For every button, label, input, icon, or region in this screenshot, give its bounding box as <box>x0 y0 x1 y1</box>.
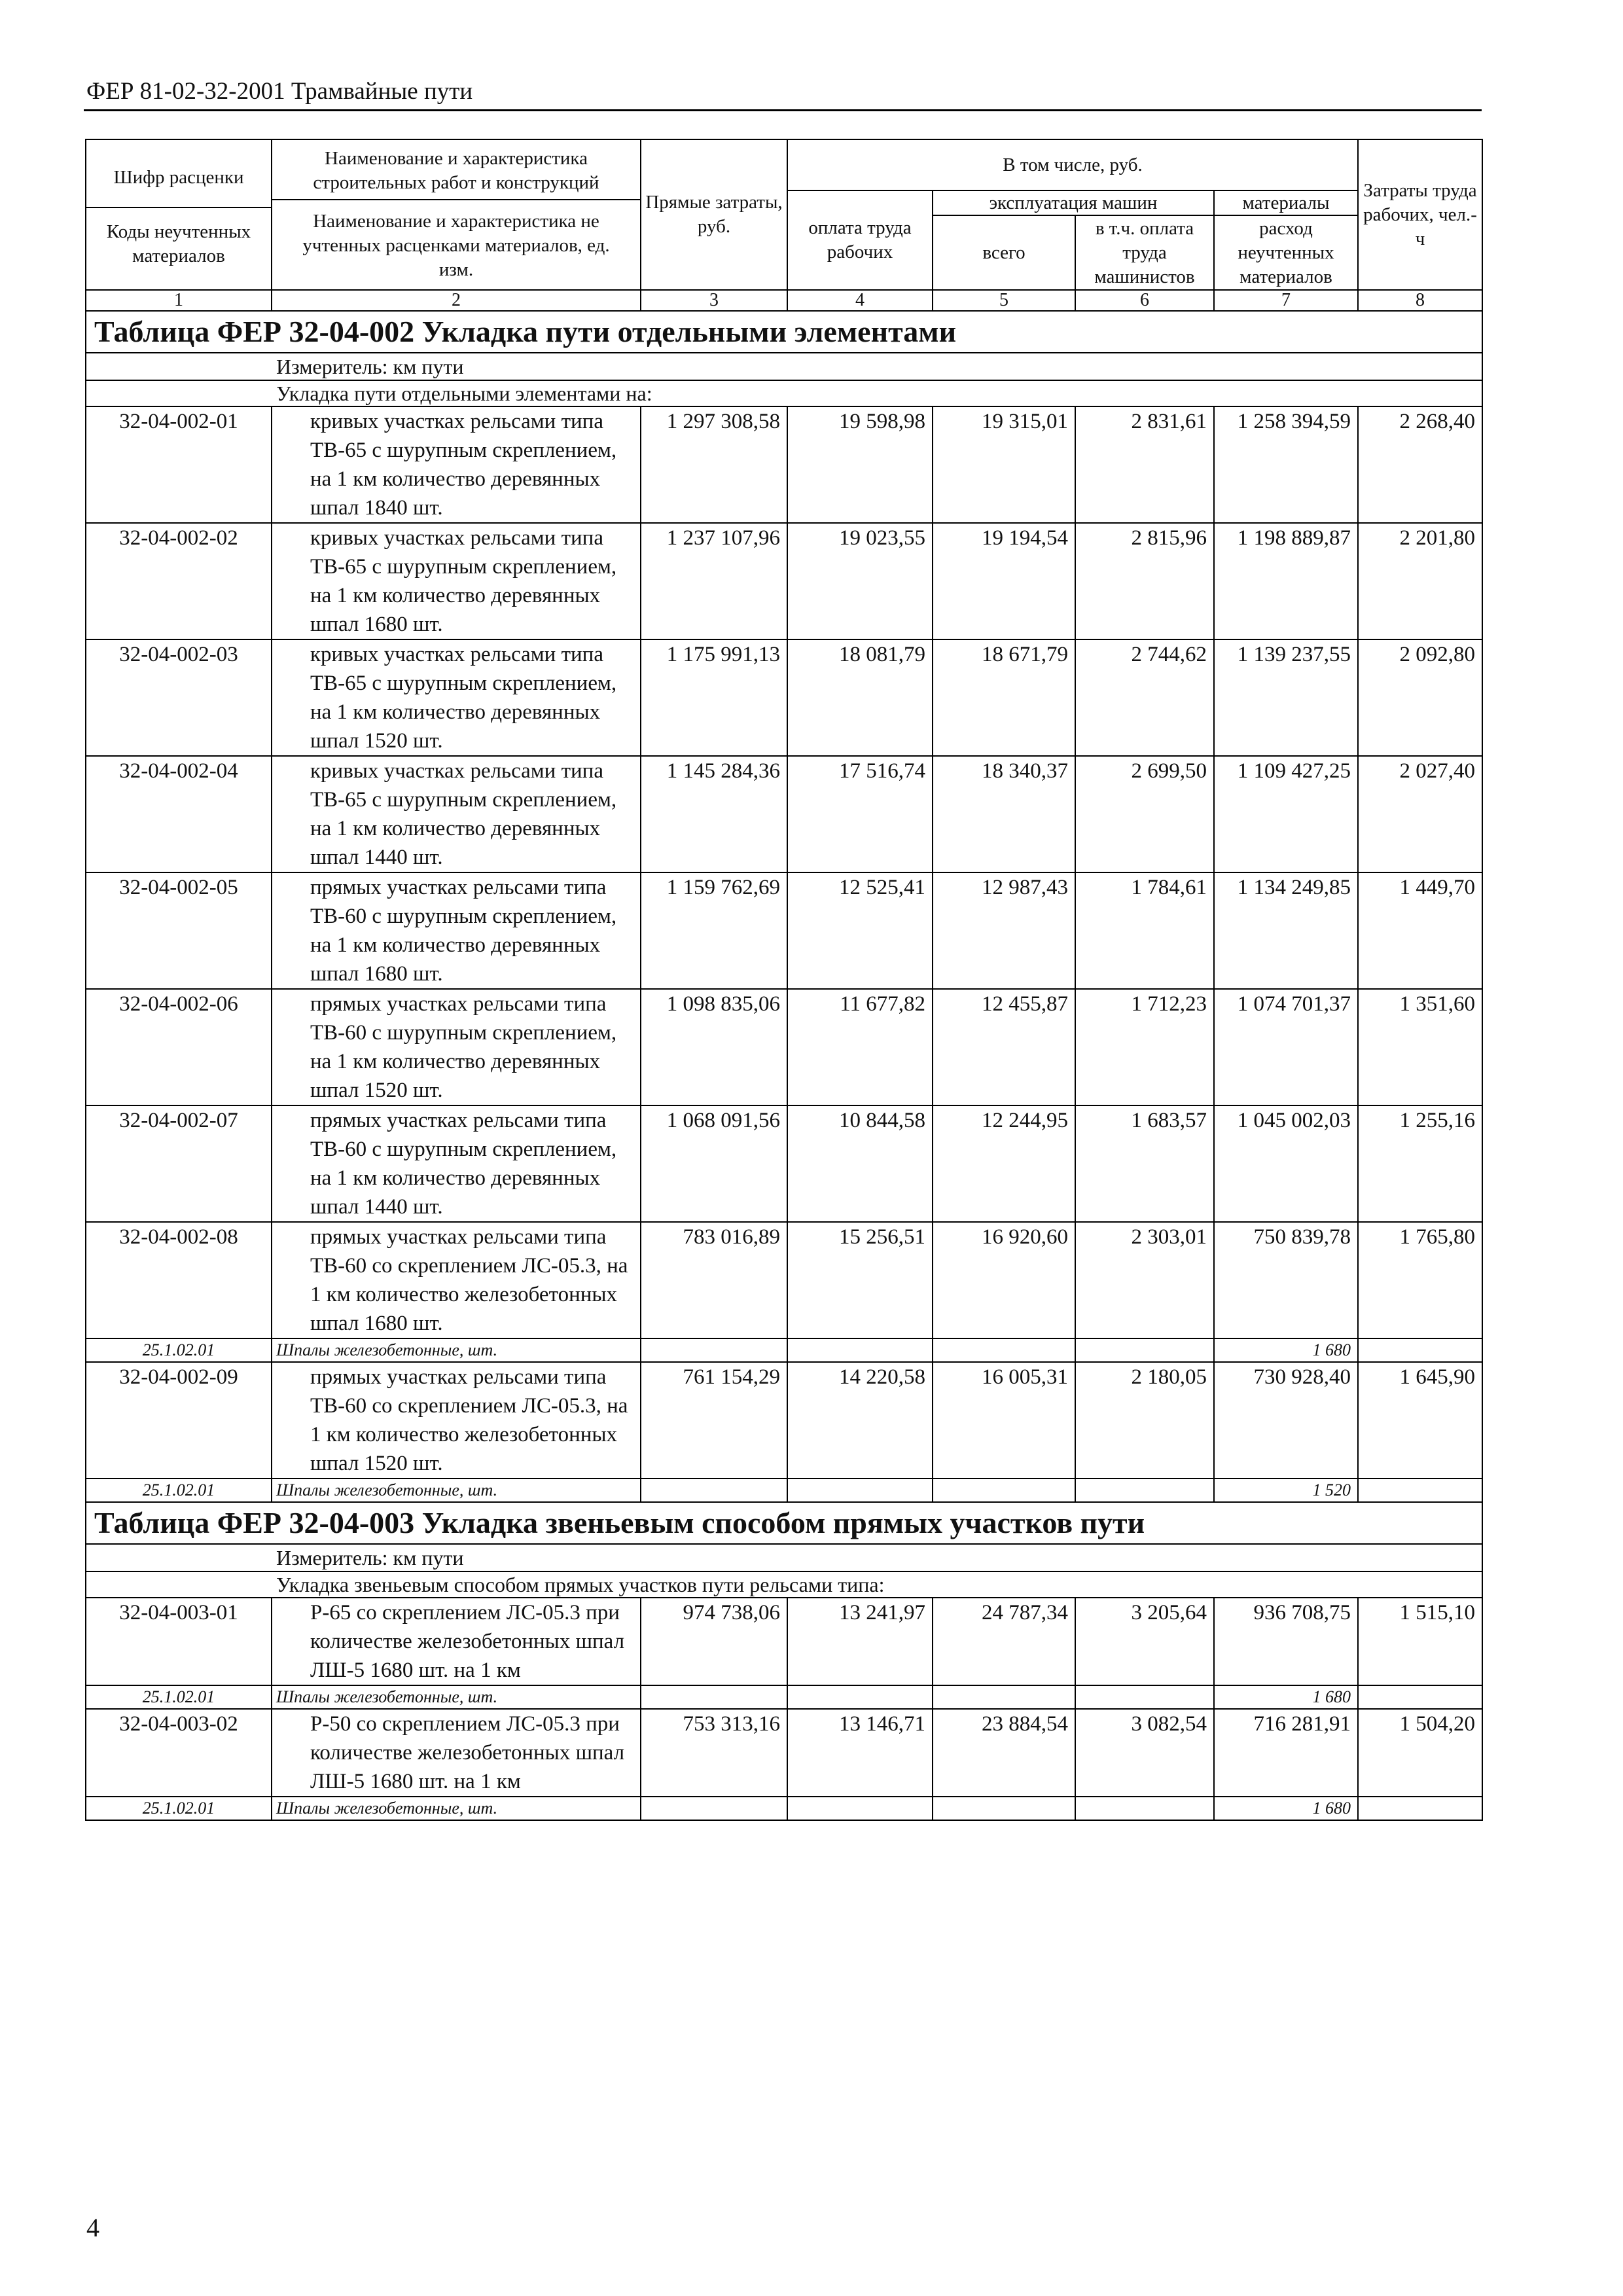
material-row <box>86 1797 1482 1820</box>
table-row <box>86 756 1482 872</box>
rate-code: 32-04-002-02 <box>86 523 272 639</box>
work-description: Р-65 со скреплением ЛС-05.3 при количестве железобетонных шпал ЛШ-5 1680 шт. на 1 км <box>272 1598 641 1685</box>
worker-wages: 14 220,58 <box>787 1362 933 1479</box>
column-numbers-row <box>86 290 1482 311</box>
labor-hours: 2 027,40 <box>1358 756 1482 872</box>
direct-costs: 1 297 308,58 <box>641 406 787 523</box>
page-number: 4 <box>86 2213 99 2242</box>
labor-hours: 1 504,20 <box>1358 1709 1482 1797</box>
table-row <box>86 872 1482 989</box>
labor-hours: 1 351,60 <box>1358 989 1482 1105</box>
labor-hours: 1 449,70 <box>1358 872 1482 989</box>
direct-costs: 974 738,06 <box>641 1598 787 1685</box>
col3-header: Прямые затраты, руб. <box>641 139 787 290</box>
header-row-1 <box>86 139 1482 190</box>
material-costs: 716 281,91 <box>1214 1709 1358 1797</box>
work-description: прямых участках рельсами типа ТВ-60 с шурупным скреплением, на 1 км количество деревянных шпал 1680 шт. <box>272 872 641 989</box>
labor-hours: 1 515,10 <box>1358 1598 1482 1685</box>
work-description: прямых участках рельсами типа ТВ-60 с шурупным скреплением, на 1 км количество деревянных шпал 1440 шт. <box>272 1105 641 1222</box>
empty-cell <box>787 1797 933 1820</box>
worker-wages: 15 256,51 <box>787 1222 933 1338</box>
empty-cell <box>641 1479 787 1502</box>
operator-wages: 1 683,57 <box>1075 1105 1214 1222</box>
section-title: Таблица ФЕР 32-04-002 Укладка пути отдельными элементами <box>86 311 1482 353</box>
material-name: Шпалы железобетонные, шт. <box>272 1685 641 1709</box>
empty-cell <box>787 1338 933 1362</box>
group-label: Укладка звеньевым способом прямых участков пути рельсами типа: <box>86 1571 1482 1598</box>
material-costs: 1 109 427,25 <box>1214 756 1358 872</box>
group-label: Укладка пути отдельными элементами на: <box>86 380 1482 406</box>
rate-code: 32-04-002-06 <box>86 989 272 1105</box>
material-name: Шпалы железобетонные, шт. <box>272 1338 641 1362</box>
machine-costs: 12 987,43 <box>933 872 1075 989</box>
col2-header <box>272 139 641 290</box>
worker-wages: 13 241,97 <box>787 1598 933 1685</box>
labor-hours: 1 645,90 <box>1358 1362 1482 1479</box>
table-row <box>86 1362 1482 1479</box>
col-num: 4 <box>787 290 933 311</box>
direct-costs: 761 154,29 <box>641 1362 787 1479</box>
col-num: 5 <box>933 290 1075 311</box>
col4-header: оплата труда рабочих <box>787 190 933 290</box>
work-description: кривых участках рельсами типа ТВ-65 с шурупным скреплением, на 1 км количество деревянных шпал 1440 шт. <box>272 756 641 872</box>
empty-cell <box>933 1479 1075 1502</box>
direct-costs: 753 313,16 <box>641 1709 787 1797</box>
worker-wages: 19 598,98 <box>787 406 933 523</box>
material-row <box>86 1479 1482 1502</box>
empty-cell <box>641 1685 787 1709</box>
empty-cell <box>1358 1479 1482 1502</box>
material-costs: 750 839,78 <box>1214 1222 1358 1338</box>
direct-costs: 1 159 762,69 <box>641 872 787 989</box>
operator-wages: 2 744,62 <box>1075 639 1214 756</box>
material-costs: 1 198 889,87 <box>1214 523 1358 639</box>
col1-top-label: Шифр расценки <box>113 166 244 188</box>
empty-cell <box>933 1685 1075 1709</box>
empty-cell <box>641 1338 787 1362</box>
material-costs: 1 074 701,37 <box>1214 989 1358 1105</box>
material-name: Шпалы железобетонные, шт. <box>272 1797 641 1820</box>
col6-header: в т.ч. оплата труда машинистов <box>1075 215 1214 290</box>
material-costs: 1 139 237,55 <box>1214 639 1358 756</box>
empty-cell <box>1075 1797 1214 1820</box>
group-row <box>86 380 1482 406</box>
operator-wages: 1 784,61 <box>1075 872 1214 989</box>
work-description: прямых участках рельсами типа ТВ-60 со скреплением ЛС-05.3, на 1 км количество железобетонных шпал 1680 шт. <box>272 1222 641 1338</box>
machine-costs: 18 671,79 <box>933 639 1075 756</box>
col-num: 8 <box>1358 290 1482 311</box>
machine-costs: 24 787,34 <box>933 1598 1075 1685</box>
operator-wages: 1 712,23 <box>1075 989 1214 1105</box>
rate-code: 32-04-002-07 <box>86 1105 272 1222</box>
measure-unit: Измеритель: км пути <box>86 1544 1482 1571</box>
worker-wages: 11 677,82 <box>787 989 933 1105</box>
worker-wages: 18 081,79 <box>787 639 933 756</box>
machine-costs: 16 920,60 <box>933 1222 1075 1338</box>
material-code: 25.1.02.01 <box>86 1479 272 1502</box>
document-header: ФЕР 81-02-32-2001 Трамвайные пути <box>86 78 473 105</box>
table-row <box>86 1105 1482 1222</box>
material-code: 25.1.02.01 <box>86 1797 272 1820</box>
work-description: кривых участках рельсами типа ТВ-65 с шурупным скреплением, на 1 км количество деревянных шпал 1520 шт. <box>272 639 641 756</box>
worker-wages: 13 146,71 <box>787 1709 933 1797</box>
machine-costs: 19 194,54 <box>933 523 1075 639</box>
rate-code: 32-04-002-09 <box>86 1362 272 1479</box>
rate-code: 32-04-002-08 <box>86 1222 272 1338</box>
worker-wages: 19 023,55 <box>787 523 933 639</box>
material-costs: 730 928,40 <box>1214 1362 1358 1479</box>
col1-header <box>86 139 272 290</box>
empty-cell <box>933 1797 1075 1820</box>
col2-top-label: Наименование и характеристика строительных работ и конструкций <box>313 147 599 193</box>
direct-costs: 1 175 991,13 <box>641 639 787 756</box>
table-row <box>86 1222 1482 1338</box>
table-row <box>86 639 1482 756</box>
section-title-row <box>86 311 1482 353</box>
empty-cell <box>787 1685 933 1709</box>
material-costs: 936 708,75 <box>1214 1598 1358 1685</box>
machine-costs: 16 005,31 <box>933 1362 1075 1479</box>
direct-costs: 1 237 107,96 <box>641 523 787 639</box>
empty-cell <box>933 1338 1075 1362</box>
machine-costs: 12 455,87 <box>933 989 1075 1105</box>
work-description: Р-50 со скреплением ЛС-05.3 при количестве железобетонных шпал ЛШ-5 1680 шт. на 1 км <box>272 1709 641 1797</box>
direct-costs: 783 016,89 <box>641 1222 787 1338</box>
labor-hours: 2 268,40 <box>1358 406 1482 523</box>
material-row <box>86 1338 1482 1362</box>
empty-cell <box>1075 1479 1214 1502</box>
worker-wages: 17 516,74 <box>787 756 933 872</box>
materials-header: материалы <box>1214 190 1358 215</box>
col-num: 1 <box>86 290 272 311</box>
work-description: кривых участках рельсами типа ТВ-65 с шурупным скреплением, на 1 км количество деревянных шпал 1840 шт. <box>272 406 641 523</box>
price-table <box>85 139 1483 1821</box>
worker-wages: 10 844,58 <box>787 1105 933 1222</box>
material-quantity: 1 680 <box>1214 1338 1358 1362</box>
measure-row <box>86 353 1482 380</box>
material-code: 25.1.02.01 <box>86 1338 272 1362</box>
section-title: Таблица ФЕР 32-04-003 Укладка звеньевым способом прямых участков пути <box>86 1502 1482 1544</box>
rate-code: 32-04-003-01 <box>86 1598 272 1685</box>
machine-costs: 19 315,01 <box>933 406 1075 523</box>
operator-wages: 3 082,54 <box>1075 1709 1214 1797</box>
rate-code: 32-04-002-01 <box>86 406 272 523</box>
material-quantity: 1 680 <box>1214 1685 1358 1709</box>
operator-wages: 2 815,96 <box>1075 523 1214 639</box>
group-header: В том числе, руб. <box>787 139 1358 190</box>
col-num: 2 <box>272 290 641 311</box>
material-name: Шпалы железобетонные, шт. <box>272 1479 641 1502</box>
operator-wages: 2 180,05 <box>1075 1362 1214 1479</box>
col7-header: расход неучтенных материалов <box>1214 215 1358 290</box>
operator-wages: 2 831,61 <box>1075 406 1214 523</box>
table-row <box>86 523 1482 639</box>
material-quantity: 1 680 <box>1214 1797 1358 1820</box>
labor-hours: 1 255,16 <box>1358 1105 1482 1222</box>
section-title-row <box>86 1502 1482 1544</box>
direct-costs: 1 098 835,06 <box>641 989 787 1105</box>
col5-header: всего <box>933 215 1075 290</box>
material-code: 25.1.02.01 <box>86 1685 272 1709</box>
labor-hours: 2 092,80 <box>1358 639 1482 756</box>
machine-costs: 18 340,37 <box>933 756 1075 872</box>
col8-header: Затраты труда рабочих, чел.-ч <box>1358 139 1482 290</box>
measure-unit: Измеритель: км пути <box>86 353 1482 380</box>
empty-cell <box>1358 1685 1482 1709</box>
machine-costs: 23 884,54 <box>933 1709 1075 1797</box>
rate-code: 32-04-002-05 <box>86 872 272 989</box>
measure-row <box>86 1544 1482 1571</box>
table-row <box>86 1709 1482 1797</box>
direct-costs: 1 145 284,36 <box>641 756 787 872</box>
direct-costs: 1 068 091,56 <box>641 1105 787 1222</box>
col-num: 3 <box>641 290 787 311</box>
rate-code: 32-04-002-04 <box>86 756 272 872</box>
col2-bottom-label: Наименование и характеристика не учтенных расценками материалов, ед. изм. <box>272 199 640 285</box>
col-num: 6 <box>1075 290 1214 311</box>
material-costs: 1 258 394,59 <box>1214 406 1358 523</box>
worker-wages: 12 525,41 <box>787 872 933 989</box>
work-description: прямых участках рельсами типа ТВ-60 с шурупным скреплением, на 1 км количество деревянных шпал 1520 шт. <box>272 989 641 1105</box>
header-rule <box>84 109 1482 111</box>
work-description: прямых участках рельсами типа ТВ-60 со скреплением ЛС-05.3, на 1 км количество железобетонных шпал 1520 шт. <box>272 1362 641 1479</box>
material-costs: 1 134 249,85 <box>1214 872 1358 989</box>
group-row <box>86 1571 1482 1598</box>
empty-cell <box>1358 1338 1482 1362</box>
rate-code: 32-04-002-03 <box>86 639 272 756</box>
operator-wages: 2 699,50 <box>1075 756 1214 872</box>
work-description: кривых участках рельсами типа ТВ-65 с шурупным скреплением, на 1 км количество деревянных шпал 1680 шт. <box>272 523 641 639</box>
labor-hours: 2 201,80 <box>1358 523 1482 639</box>
operator-wages: 2 303,01 <box>1075 1222 1214 1338</box>
table-row <box>86 406 1482 523</box>
col1-bottom-label: Коды неучтенных материалов <box>86 207 271 275</box>
rate-code: 32-04-003-02 <box>86 1709 272 1797</box>
operator-wages: 3 205,64 <box>1075 1598 1214 1685</box>
col-num: 7 <box>1214 290 1358 311</box>
empty-cell <box>641 1797 787 1820</box>
material-row <box>86 1685 1482 1709</box>
table-row <box>86 989 1482 1105</box>
material-costs: 1 045 002,03 <box>1214 1105 1358 1222</box>
empty-cell <box>1075 1338 1214 1362</box>
machine-costs: 12 244,95 <box>933 1105 1075 1222</box>
material-quantity: 1 520 <box>1214 1479 1358 1502</box>
labor-hours: 1 765,80 <box>1358 1222 1482 1338</box>
empty-cell <box>1358 1797 1482 1820</box>
table-row <box>86 1598 1482 1685</box>
machines-header: эксплуатация машин <box>933 190 1214 215</box>
empty-cell <box>1075 1685 1214 1709</box>
empty-cell <box>787 1479 933 1502</box>
